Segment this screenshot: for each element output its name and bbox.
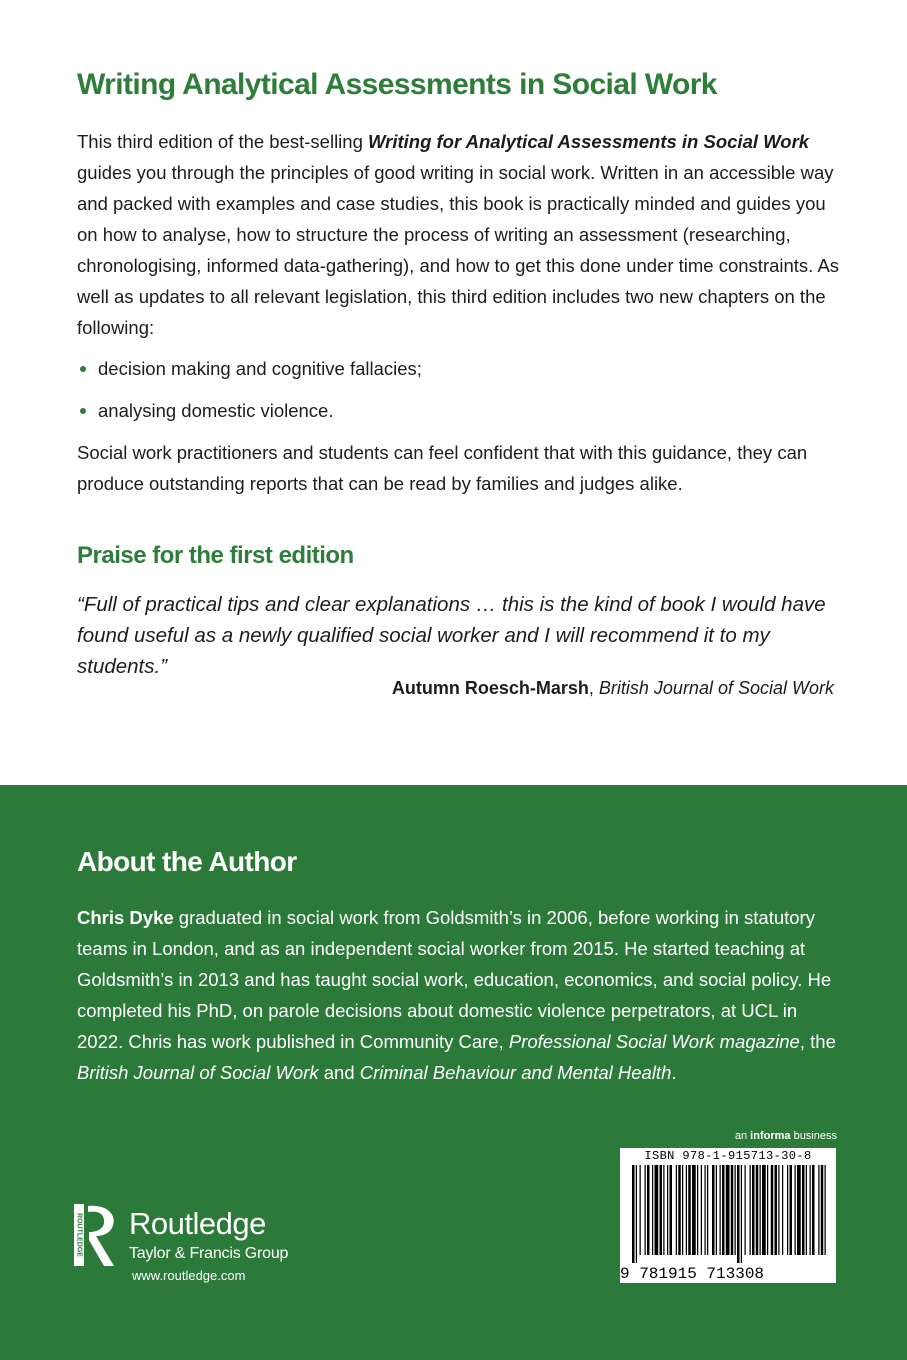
publisher-name: Routledge bbox=[129, 1206, 266, 1241]
author-name: Chris Dyke bbox=[77, 907, 174, 928]
list-item bbox=[77, 353, 847, 384]
attribution-source: British Journal of Social Work bbox=[598, 678, 834, 698]
bullet-icon bbox=[80, 366, 86, 372]
bio-end: . bbox=[671, 1062, 677, 1083]
closing-paragraph: Social work practitioners and students can feel confident that with this guidance, they can produce outstanding reports that can be read by families and judges alike. bbox=[77, 442, 808, 494]
routledge-mark-icon bbox=[74, 1202, 122, 1272]
attribution-name: Autumn Roesch-Marsh bbox=[391, 678, 589, 698]
about-author-heading: About the Author bbox=[77, 846, 297, 877]
informa-prefix: an bbox=[734, 1130, 751, 1142]
intro-rest: guides you through the principles of good writing in social work. Written in an accessible way and packed with examples and case studies, this book is practically minded and guides you on how to analyse, how to structure the process of writing an assessment (researching, chronologising, informed data-gathering), and how to get this done under time constraints. As well as updates to all relevant legislation, this third edition includes two new chapters on the following: bbox=[77, 162, 840, 338]
publication-3: Criminal Behaviour and Mental Health bbox=[359, 1062, 672, 1083]
bullet-icon bbox=[80, 408, 86, 414]
attribution-separator: , bbox=[588, 678, 599, 698]
author-bio bbox=[77, 902, 837, 1088]
quote-attribution bbox=[392, 676, 834, 700]
list-item bbox=[77, 395, 847, 426]
informa-suffix: business bbox=[790, 1130, 837, 1142]
bio-part1: graduated in social work from Goldsmith’s in 2006, before working in statutory teams in London, and as an independent social worker from 2015. He started teaching at Goldsmith’s in 2013 and has taught social work, education, economics, and social policy. He completed his PhD, on parole decisions about domestic violence perpetrators, at UCL in 2022. Chris has work published in Community Care, bbox=[77, 907, 832, 1052]
intro-paragraph bbox=[77, 126, 847, 343]
publisher-url: www.routledge.com bbox=[132, 1268, 246, 1283]
book-title-heading: Writing Analytical Assessments in Social Work bbox=[77, 68, 717, 101]
publication-1: Professional Social Work magazine bbox=[508, 1031, 800, 1052]
isbn-barcode bbox=[620, 1148, 836, 1283]
ean-digits: 9 781915 713308 bbox=[620, 1265, 765, 1283]
isbn-label: ISBN 978-1-915713-30-8 bbox=[644, 1149, 812, 1163]
informa-business-tag bbox=[735, 1130, 837, 1142]
publisher-group: Taylor & Francis Group bbox=[129, 1245, 289, 1262]
bullet-text: analysing domestic violence. bbox=[98, 400, 334, 421]
bio-part2: , the bbox=[799, 1031, 836, 1052]
informa-brand: informa bbox=[750, 1130, 791, 1142]
new-chapters-list bbox=[77, 353, 847, 437]
bullet-text: decision making and cognitive fallacies; bbox=[98, 358, 422, 379]
intro-lead: This third edition of the best-selling bbox=[77, 131, 369, 152]
logo-vertical-text: ROUTLEDGE bbox=[75, 1213, 83, 1257]
bio-part3: and bbox=[318, 1062, 360, 1083]
publication-2: British Journal of Social Work bbox=[77, 1062, 319, 1083]
praise-quote: “Full of practical tips and clear explanations … this is the kind of book I would have found useful as a newly qualified social worker and I will recommend it to my students.” bbox=[77, 593, 826, 678]
praise-heading: Praise for the first edition bbox=[77, 542, 354, 569]
intro-book-title: Writing for Analytical Assessments in Social Work bbox=[368, 131, 810, 152]
barcode-icon bbox=[626, 1165, 830, 1263]
